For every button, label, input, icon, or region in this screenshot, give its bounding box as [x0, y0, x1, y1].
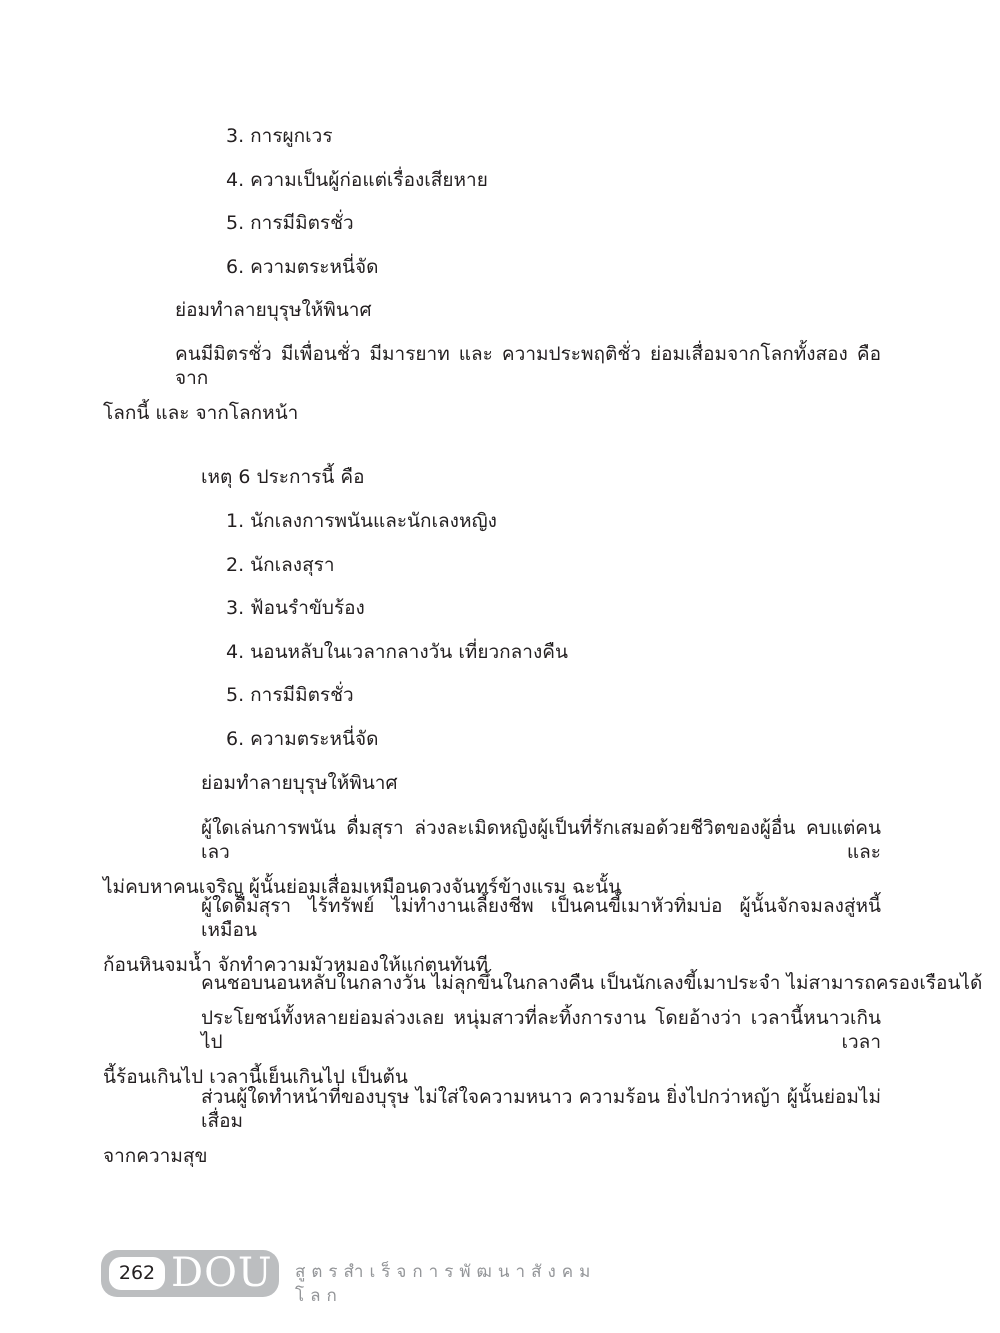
- list-item: 6. ความตระหนี่จัด: [226, 256, 379, 278]
- paragraph-bad-friend: [103, 342, 881, 425]
- paragraph-line: ก้อนหินจมน้ำ จักทำความมัวหมองให้แก่ตนทันที: [103, 954, 489, 976]
- section-heading: เหตุ 6 ประการนี้ คือ: [201, 466, 365, 488]
- paragraph-line: ประโยชน์ทั้งหลายย่อมล่วงเลย หนุ่มสาวที่ละทิ้งการงาน โดยอ้างว่า เวลานี้หนาวเกินไป เวลา: [201, 1007, 881, 1053]
- paragraph-line: จากความสุข: [103, 1145, 208, 1167]
- paragraph-drinker: [103, 894, 881, 977]
- paragraph-line: คนมีมิตรชั่ว มีเพื่อนชั่ว มีมารยาท และ ความประพฤติชั่ว ย่อมเสื่อมจากโลกทั้งสอง คือ จาก: [175, 343, 881, 389]
- list-item: 3. ฟ้อนรำขับร้อง: [226, 597, 365, 619]
- list-item: 3. การผูกเวร: [226, 125, 333, 147]
- list-item: 5. การมีมิตรชั่ว: [226, 684, 354, 706]
- paragraph-sleeper: [103, 1006, 881, 1089]
- paragraph-line: ไม่คบหาคนเจริญ ผู้นั้นย่อมเสื่อมเหมือนดวงจันทร์ข้างแรม ฉะนั้น: [103, 876, 622, 898]
- list-item: 2. นักเลงสุรา: [226, 554, 335, 576]
- page-footer: [101, 1250, 641, 1306]
- paragraph-line: ผู้ใดเล่นการพนัน ดื่มสุรา ล่วงละเมิดหญิงผู้เป็นที่รักเสมอด้วยชีวิตของผู้อื่น คบแต่คนเลว และ: [201, 817, 881, 863]
- conclusion-line: ย่อมทำลายบุรุษให้พินาศ: [201, 772, 398, 794]
- paragraph-diligent: [103, 1085, 881, 1168]
- paragraph-line: โลกนี้ และ จากโลกหน้า: [103, 402, 299, 424]
- footer-badge: [101, 1250, 279, 1297]
- paragraph-line: นี้ร้อนเกินไป เวลานี้เย็นเกินไป เป็นต้น: [103, 1066, 408, 1088]
- page-number: 262: [109, 1257, 165, 1290]
- list-item: 6. ความตระหนี่จัด: [226, 728, 379, 750]
- book-title: สูตรสำเร็จการพัฒนาสังคมโลก: [295, 1262, 597, 1306]
- paragraph-line: ส่วนผู้ใดทำหน้าที่ของบุรุษ ไม่ใส่ใจความหนาว ความร้อน ยิ่งไปกว่าหญ้า ผู้นั้นย่อมไม่เสื่อม: [201, 1086, 881, 1132]
- conclusion-line: ย่อมทำลายบุรุษให้พินาศ: [175, 299, 372, 321]
- list-item: 4. นอนหลับในเวลากลางวัน เที่ยวกลางคืน: [226, 641, 568, 663]
- dou-logo: DOU: [171, 1250, 273, 1296]
- list-item: 4. ความเป็นผู้ก่อแต่เรื่องเสียหาย: [226, 169, 488, 191]
- paragraph-line: คนชอบนอนหลับในกลางวัน ไม่ลุกขึ้นในกลางคืน เป็นนักเลงขี้เมาประจำ ไม่สามารถครองเรือนได้: [201, 972, 983, 994]
- paragraph-line: ผู้ใดดื่มสุรา ไร้ทรัพย์ ไม่ทำงานเลี้ยงชีพ เป็นคนขี้เมาหัวทิ่มบ่อ ผู้นั้นจักจมลงสู่หนี้เหมือน: [201, 895, 881, 941]
- paragraph-gambler: [103, 816, 881, 899]
- list-item: 1. นักเลงการพนันและนักเลงหญิง: [226, 510, 497, 532]
- list-item: 5. การมีมิตรชั่ว: [226, 212, 354, 234]
